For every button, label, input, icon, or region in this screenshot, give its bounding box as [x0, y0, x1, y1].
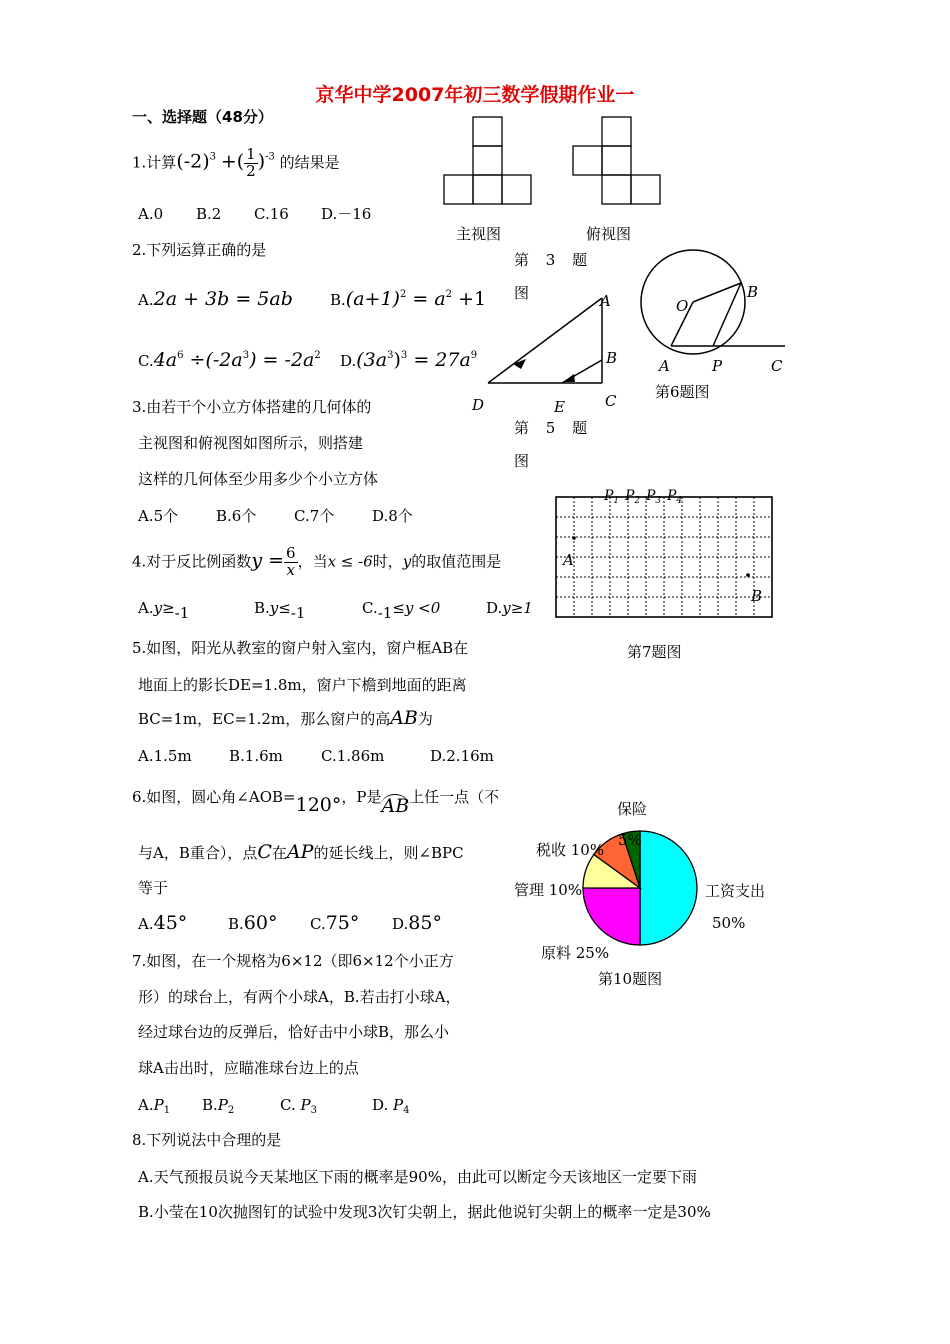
question-4 [132, 546, 501, 579]
q6-option-c [310, 912, 359, 935]
q6-d-value: 85° [408, 912, 442, 934]
q1-paren-close: ) [257, 150, 266, 173]
q2-d-b: ) [393, 349, 401, 371]
q6-line-2 [138, 841, 464, 864]
q5-line-2: 地面上的影长DE=1.8m，窗户下檐到地面的距离 [138, 676, 467, 694]
q4-suffix: 的取值范围是 [411, 552, 502, 571]
q4-mid: 时， [372, 552, 403, 571]
q8-option-a: A.天气预报员说今天某地区下雨的概率是90%，由此可以断定今天该地区一定要下雨 [138, 1168, 697, 1186]
q7-b-p: P [217, 1096, 228, 1114]
q2-d-e1: 3 [387, 350, 394, 361]
point-c-label: C [771, 357, 783, 375]
q6-ap: AP [286, 841, 314, 863]
q7-line-2: 形）的球台上，有两个小球A，B.若击打小球A， [138, 988, 461, 1006]
q7-option-a [138, 1096, 170, 1117]
q6-line2a: 与A，B重合），点 [138, 844, 258, 862]
pie-label-wage: 工资支出 [705, 882, 766, 900]
figure-5-caption-2: 图 [514, 452, 530, 470]
q4-d-rest: y≥1 [502, 599, 533, 617]
figure-5-diagram [470, 290, 630, 420]
q7-line-1: 7.如图，在一个规格为6×12（即6×12个小正方 [132, 952, 454, 970]
q7-d-sub: 4 [403, 1105, 410, 1116]
q5-line-1: 5.如图，阳光从教室的窗户射入室内，窗户框AB在 [132, 639, 469, 657]
q2-c-c: ) = -2a [249, 349, 315, 371]
q1-frac-den: 2 [246, 161, 256, 180]
q5-option-a: A.1.5m [138, 747, 192, 765]
q5-ab: AB [390, 707, 418, 729]
q2-option-c [138, 349, 321, 372]
q6-c: C [257, 841, 272, 863]
q4-d-label: D. [486, 599, 503, 617]
section-heading: 一、选择题（48分） [132, 108, 273, 126]
figure-3-caption: 第 3 题 [514, 251, 594, 269]
q3-option-a: A.5个 [138, 507, 179, 525]
q8-option-b: B.小莹在10次抛图钉的试验中发现3次钉尖朝上，据此他说钉尖朝上的概率一定是30% [138, 1203, 711, 1221]
q5-option-b: B.1.6m [229, 747, 283, 765]
q7-option-b [202, 1096, 234, 1117]
question-1 [132, 147, 340, 180]
q6-a-label: A. [138, 915, 154, 933]
q5-line-3-text: BC=1m，EC=1.2m，那么窗户的高 [138, 710, 391, 728]
q1-plus: + [220, 150, 237, 173]
pie-label-tax: 税收 10% [536, 841, 605, 859]
point-e-label: E [554, 398, 565, 416]
q7-option-c [280, 1096, 317, 1117]
q5-option-d: D.2.16m [430, 747, 494, 765]
q1-option-d: D.－16 [321, 205, 372, 223]
q6-b-value: 60° [243, 912, 278, 934]
figure-7-caption: 第7题图 [627, 643, 682, 661]
q2-c-e3: 2 [314, 350, 321, 361]
q4-frac-num: 6 [286, 544, 296, 562]
q6-line2c: 的延长线上，则∠BPC [313, 844, 464, 862]
q2-c-e1: 6 [177, 350, 184, 361]
figure-3-front-label: 主视图 [456, 225, 502, 243]
center-o-label: O [676, 297, 689, 315]
q4-option-a [138, 599, 190, 622]
q5-option-c: C.1.86m [321, 747, 385, 765]
q6-option-b [228, 912, 277, 935]
q2-d-e3: 9 [470, 350, 478, 361]
point-p1-label: $P_1$ [604, 488, 620, 506]
q7-d-p: P [393, 1096, 404, 1114]
q6-line-3: 等于 [138, 879, 169, 897]
figure-6-diagram [635, 245, 795, 380]
q1-prefix: 1.计算 [132, 153, 177, 172]
q6-angle: 120° [295, 794, 342, 816]
figure-3-caption-2: 图 [514, 284, 530, 302]
q7-c-label: C. [280, 1096, 296, 1114]
point-b-label: B [747, 283, 759, 301]
q6-option-a [138, 912, 187, 935]
q7-b-label: B. [202, 1096, 218, 1114]
q7-d-label: D. [372, 1096, 389, 1114]
q2-d-c: = 27a [407, 349, 471, 371]
point-p3-label: $P_3$ [646, 488, 662, 506]
q4-a-value: -1 [174, 604, 190, 622]
q4-c-rest: ≤y <0 [392, 599, 441, 617]
q3-option-d: D.8个 [372, 507, 413, 525]
q7-a-sub: 1 [163, 1105, 171, 1116]
q1-frac-num: 1 [246, 145, 256, 163]
q4-b-label: B. [254, 599, 270, 617]
ray-arrow-1 [513, 359, 526, 369]
q2-d-a: (3a [356, 349, 388, 371]
q1-option-a: A.0 [138, 205, 164, 223]
pie-slice-2 [583, 888, 640, 945]
q2-c-b: ÷(-2a [183, 349, 243, 371]
q2-c-label: C. [138, 352, 154, 370]
q4-cond: ，当 [297, 552, 328, 571]
q3-line-3: 这样的几何体至少用多少个小立方体 [138, 470, 379, 488]
q6-option-d [392, 912, 442, 935]
q4-x-le: x ≤ -6 [327, 552, 373, 571]
q1-exp1: 3 [209, 151, 217, 163]
q7-line-4: 球A击出时，应瞄准球台边上的点 [138, 1059, 359, 1077]
q6-line1c: 上任一点（不 [409, 788, 500, 806]
q1-base: (-2) [176, 150, 210, 173]
q4-b-y: y≤ [269, 599, 291, 617]
q8-line-1: 8.下列说法中合理的是 [132, 1131, 282, 1149]
q2-c-a: 4a [153, 349, 178, 371]
q1-paren-open: ( [236, 150, 245, 173]
q1-option-c: C.16 [254, 205, 289, 223]
point-p4-label: $P_4$ [667, 488, 683, 506]
q7-option-d [372, 1096, 410, 1117]
ray-arrow-2 [563, 374, 575, 382]
point-a-label: A [659, 357, 670, 375]
q4-option-b [254, 599, 306, 622]
q2-option-b [330, 288, 486, 311]
q2-a-expr: 2a + 3b = 5ab [153, 288, 293, 310]
q7-line-3: 经过球台边的反弹后，恰好击中小球B，那么小 [138, 1023, 450, 1041]
q4-a-label: A. [138, 599, 154, 617]
pie-slice-1 [640, 831, 697, 945]
q4-frac-den: x [286, 560, 296, 579]
pie-label-insurance: 保险 [617, 800, 648, 818]
q4-prefix: 4.对于反比例函数 [132, 552, 252, 571]
pie-label-material: 原料 25% [541, 944, 610, 962]
q7-c-p: P [300, 1096, 311, 1114]
q1-exp2: -3 [265, 151, 275, 163]
q4-c-label: C. [362, 599, 378, 617]
pie-label-mgmt: 管理 10% [514, 881, 583, 899]
point-p-label: P [712, 357, 723, 375]
pie-label-wage-pct: 50% [712, 914, 746, 932]
q2-a-label: A. [138, 291, 154, 309]
q6-a-value: 45° [153, 912, 188, 934]
point-b-label: B [606, 349, 618, 367]
figure-10-caption: 第10题图 [598, 970, 663, 988]
figure-3-top-label: 俯视图 [586, 225, 632, 243]
q7-a-p: P [153, 1096, 164, 1114]
q3-option-b: B.6个 [216, 507, 257, 525]
q2-option-d [340, 349, 477, 372]
ball-b [746, 573, 750, 577]
point-a-label: A [600, 292, 611, 310]
q4-y-eq: y = [251, 549, 285, 572]
q5-wei: 为 [417, 710, 433, 728]
q4-option-c [362, 599, 441, 622]
question-2: 2.下列运算正确的是 [132, 241, 267, 259]
q2-b-mid: = a [406, 288, 446, 310]
q2-b-label: B. [330, 291, 346, 309]
q4-a-y: y≥ [153, 599, 175, 617]
q7-b-sub: 2 [227, 1105, 235, 1116]
q3-line-1: 3.由若干个小立方体搭建的几何体的 [132, 398, 372, 416]
ball-b-label: B [751, 587, 763, 605]
q1-fraction [244, 147, 258, 180]
point-d-label: D [472, 396, 485, 414]
q2-b-exp2: 2 [445, 289, 453, 300]
ball-a-label: A [563, 551, 574, 569]
q6-b-label: B. [228, 915, 244, 933]
q4-b-value: -1 [290, 604, 306, 622]
q2-b-exp: 2 [399, 289, 407, 300]
q6-line-1 [132, 785, 500, 817]
q7-c-sub: 3 [310, 1105, 317, 1116]
q2-d-e2: 3 [400, 350, 408, 361]
point-p2-label: $P_2$ [625, 488, 641, 506]
q1-option-b: B.2 [196, 205, 222, 223]
q6-line1b: ，P是 [341, 788, 382, 806]
q7-a-label: A. [138, 1096, 154, 1114]
q2-b-base: (a+1) [345, 288, 400, 310]
ball-a [572, 536, 576, 540]
q4-option-d [486, 599, 533, 617]
point-c-label: C [605, 392, 617, 410]
figure-6-caption: 第6题图 [655, 383, 710, 401]
page-title: 京华中学2007年初三数学假期作业一 [315, 84, 635, 106]
figure-7-grid [555, 490, 775, 625]
q4-fraction [284, 546, 298, 579]
q6-arc: AB [381, 795, 410, 817]
q2-option-a [138, 288, 293, 311]
q2-d-label: D. [340, 352, 357, 370]
q6-d-label: D. [392, 915, 409, 933]
q6-line1a: 6.如图，圆心角∠AOB= [132, 788, 296, 806]
q4-y: y [402, 552, 412, 571]
q4-c-value: -1 [377, 604, 393, 622]
figure-5-caption: 第 5 题 [514, 419, 594, 437]
q3-line-2: 主视图和俯视图如图所示，则搭建 [138, 434, 364, 452]
q5-line-3 [138, 707, 433, 730]
q3-option-c: C.7个 [294, 507, 335, 525]
q6-c-value: 75° [325, 912, 360, 934]
q2-c-e2: 3 [242, 350, 250, 361]
q6-c-label: C. [310, 915, 326, 933]
q2-b-end: +1 [452, 288, 487, 310]
q6-line2b: 在 [271, 844, 287, 862]
pie-label-insurance-pct: 5% [618, 831, 642, 849]
q1-suffix: 的结果是 [279, 153, 340, 172]
